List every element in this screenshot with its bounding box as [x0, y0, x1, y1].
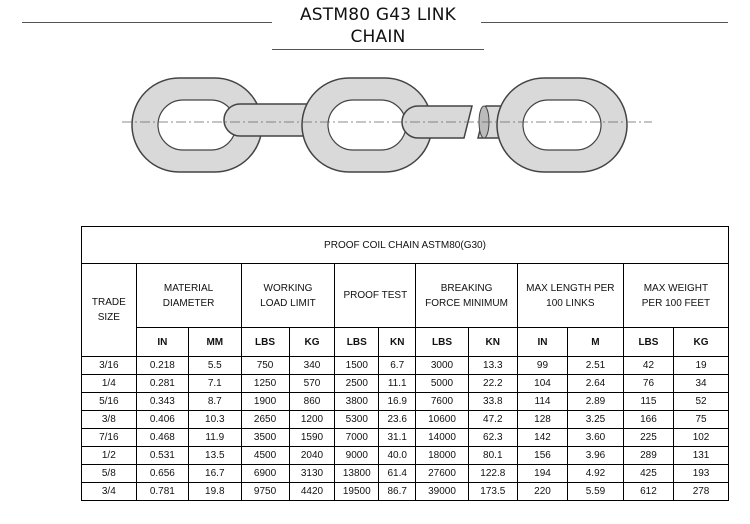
table-cell: 2.89 — [568, 393, 624, 411]
table-cell: 2650 — [241, 411, 289, 429]
table-cell: 7600 — [416, 393, 468, 411]
table-cell: 47.2 — [468, 411, 517, 429]
table-cell: 39000 — [416, 483, 468, 501]
table-cell: 0.656 — [136, 465, 188, 483]
table-cell: 104 — [517, 375, 567, 393]
trade-size-cell: 1/4 — [82, 375, 137, 393]
unit-header: LBS — [623, 328, 673, 357]
table-cell: 3.96 — [568, 447, 624, 465]
table-cell: 1900 — [241, 393, 289, 411]
page-title: ASTM80 G43 LINK CHAIN — [272, 4, 484, 50]
unit-header: KG — [674, 328, 729, 357]
table-cell: 27600 — [416, 465, 468, 483]
table-cell: 34 — [674, 375, 729, 393]
table-cell: 166 — [623, 411, 673, 429]
table-cell: 0.218 — [136, 357, 188, 375]
table-cell: 33.8 — [468, 393, 517, 411]
unit-header: KG — [289, 328, 335, 357]
table-cell: 0.781 — [136, 483, 188, 501]
table-cell: 76 — [623, 375, 673, 393]
header-breaking-force: BREAKING FORCE MINIMUM — [416, 264, 518, 328]
table-cell: 13800 — [335, 465, 379, 483]
table-row — [82, 465, 729, 483]
table-cell: 14000 — [416, 429, 468, 447]
table-cell: 6.7 — [379, 357, 416, 375]
table-caption: PROOF COIL CHAIN ASTM80(G30) — [82, 227, 729, 264]
header-max-weight: MAX WEIGHT PER 100 FEET — [623, 264, 728, 328]
table-cell: 13.5 — [189, 447, 241, 465]
table-cell: 7.1 — [189, 375, 241, 393]
header-trade-size: TRADE SIZE — [82, 264, 137, 357]
table-cell: 0.343 — [136, 393, 188, 411]
table-cell: 289 — [623, 447, 673, 465]
table-cell: 5300 — [335, 411, 379, 429]
table-cell: 9750 — [241, 483, 289, 501]
table-cell: 2500 — [335, 375, 379, 393]
table-cell: 1590 — [289, 429, 335, 447]
table-cell: 194 — [517, 465, 567, 483]
table-cell: 425 — [623, 465, 673, 483]
table-cell: 122.8 — [468, 465, 517, 483]
table-cell: 4420 — [289, 483, 335, 501]
table-cell: 10600 — [416, 411, 468, 429]
table-cell: 10.3 — [189, 411, 241, 429]
table-cell: 19.8 — [189, 483, 241, 501]
table-cell: 0.406 — [136, 411, 188, 429]
table-cell: 156 — [517, 447, 567, 465]
unit-header: MM — [189, 328, 241, 357]
table-cell: 5000 — [416, 375, 468, 393]
table-cell: 11.9 — [189, 429, 241, 447]
table-cell: 750 — [241, 357, 289, 375]
table-cell: 225 — [623, 429, 673, 447]
table-cell: 3130 — [289, 465, 335, 483]
table-cell: 128 — [517, 411, 567, 429]
unit-header: LBS — [241, 328, 289, 357]
table-cell: 7000 — [335, 429, 379, 447]
unit-header: KN — [379, 328, 416, 357]
table-cell: 115 — [623, 393, 673, 411]
table-cell: 3.60 — [568, 429, 624, 447]
table-cell: 8.7 — [189, 393, 241, 411]
table-cell: 0.468 — [136, 429, 188, 447]
header-material-diameter: MATERIAL DIAMETER — [136, 264, 241, 328]
table-cell: 4500 — [241, 447, 289, 465]
table-cell: 13.3 — [468, 357, 517, 375]
table-cell: 1200 — [289, 411, 335, 429]
trade-size-cell: 3/16 — [82, 357, 137, 375]
trade-size-cell: 1/2 — [82, 447, 137, 465]
table-cell: 61.4 — [379, 465, 416, 483]
table-cell: 3000 — [416, 357, 468, 375]
unit-header: IN — [136, 328, 188, 357]
trade-size-cell: 7/16 — [82, 429, 137, 447]
table-cell: 0.281 — [136, 375, 188, 393]
table-cell: 860 — [289, 393, 335, 411]
table-row — [82, 483, 729, 501]
unit-header: KN — [468, 328, 517, 357]
table-cell: 40.0 — [379, 447, 416, 465]
table-cell: 9000 — [335, 447, 379, 465]
table-cell: 6900 — [241, 465, 289, 483]
trade-size-cell: 3/4 — [82, 483, 137, 501]
table-cell: 31.1 — [379, 429, 416, 447]
table-cell: 2.64 — [568, 375, 624, 393]
table-cell: 173.5 — [468, 483, 517, 501]
table-cell: 16.9 — [379, 393, 416, 411]
title-rule-right — [481, 22, 728, 23]
table-cell: 19 — [674, 357, 729, 375]
table-cell: 2040 — [289, 447, 335, 465]
table-cell: 5.59 — [568, 483, 624, 501]
header-proof-test: PROOF TEST — [335, 264, 416, 328]
table-cell: 3800 — [335, 393, 379, 411]
table-cell: 62.3 — [468, 429, 517, 447]
table-row — [82, 411, 729, 429]
table-cell: 52 — [674, 393, 729, 411]
table-cell: 4.92 — [568, 465, 624, 483]
table-row — [82, 357, 729, 375]
trade-size-cell: 3/8 — [82, 411, 137, 429]
table-cell: 80.1 — [468, 447, 517, 465]
table-cell: 99 — [517, 357, 567, 375]
table-row — [82, 429, 729, 447]
table-cell: 0.531 — [136, 447, 188, 465]
trade-size-cell: 5/8 — [82, 465, 137, 483]
table-row — [82, 393, 729, 411]
header-max-length: MAX LENGTH PER 100 LINKS — [517, 264, 623, 328]
table-cell: 2.51 — [568, 357, 624, 375]
table-cell: 1250 — [241, 375, 289, 393]
table-cell: 11.1 — [379, 375, 416, 393]
table-cell: 5.5 — [189, 357, 241, 375]
table-cell: 19500 — [335, 483, 379, 501]
table-cell: 193 — [674, 465, 729, 483]
unit-header: M — [568, 328, 624, 357]
table-row — [82, 447, 729, 465]
title-rule-left — [22, 22, 272, 23]
table-cell: 42 — [623, 357, 673, 375]
table-cell: 131 — [674, 447, 729, 465]
table-row — [82, 375, 729, 393]
header-working-load-limit: WORKING LOAD LIMIT — [241, 264, 335, 328]
table-cell: 86.7 — [379, 483, 416, 501]
table-cell: 220 — [517, 483, 567, 501]
chain-illustration — [92, 52, 707, 202]
table-cell: 18000 — [416, 447, 468, 465]
table-cell: 142 — [517, 429, 567, 447]
table-cell: 1500 — [335, 357, 379, 375]
table-cell: 75 — [674, 411, 729, 429]
table-cell: 340 — [289, 357, 335, 375]
unit-header: LBS — [416, 328, 468, 357]
spec-table — [81, 226, 729, 501]
table-cell: 570 — [289, 375, 335, 393]
table-cell: 102 — [674, 429, 729, 447]
table-cell: 612 — [623, 483, 673, 501]
table-cell: 114 — [517, 393, 567, 411]
table-cell: 22.2 — [468, 375, 517, 393]
table-cell: 3500 — [241, 429, 289, 447]
table-cell: 278 — [674, 483, 729, 501]
unit-header: LBS — [335, 328, 379, 357]
table-cell: 3.25 — [568, 411, 624, 429]
trade-size-cell: 5/16 — [82, 393, 137, 411]
table-cell: 16.7 — [189, 465, 241, 483]
table-cell: 23.6 — [379, 411, 416, 429]
unit-header: IN — [517, 328, 567, 357]
